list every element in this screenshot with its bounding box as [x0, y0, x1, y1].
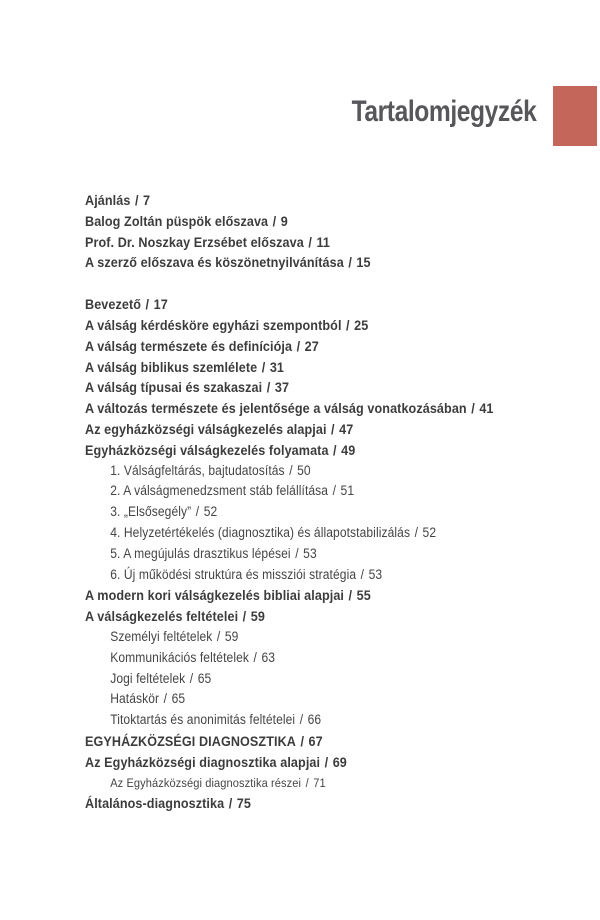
toc-entry-page: 53: [368, 566, 383, 582]
toc-entry-label: Személyi feltételek: [110, 628, 213, 644]
toc-entry-page: 50: [297, 462, 311, 478]
toc-separator: /: [216, 628, 221, 644]
toc-entry-label: Az Egyházközségi diagnosztika részei: [110, 775, 302, 790]
toc-separator: /: [305, 775, 309, 790]
toc-entry-page: 69: [332, 753, 347, 770]
toc-separator: /: [471, 400, 475, 417]
toc-entry-page: 75: [236, 795, 252, 812]
toc-separator: /: [308, 233, 312, 250]
toc-separator: /: [295, 545, 299, 561]
toc-entry-label: EGYHÁZKÖZSÉGI DIAGNOSZTIKA: [85, 732, 296, 749]
toc-entry-label: A válság természete és definíciója: [85, 337, 293, 354]
toc-entry: [85, 481, 494, 502]
toc-entry-label: A válság típusai és szakaszai: [85, 379, 263, 396]
toc-entry: [85, 419, 494, 440]
toc-separator: /: [296, 337, 301, 354]
toc-entry-page: 51: [340, 483, 355, 499]
toc-entry: [85, 606, 494, 627]
toc-separator: /: [266, 379, 271, 396]
toc-separator: /: [348, 254, 352, 271]
toc-entry: [85, 565, 494, 586]
toc-entry-label: 4. Helyzetértékelés (diagnosztika) és állapotstabilizálás: [110, 524, 411, 540]
toc-entry-page: 31: [269, 358, 285, 375]
toc-entry-page: 47: [339, 420, 354, 437]
toc-entry-page: 66: [307, 712, 322, 728]
toc-entry-page: 67: [308, 732, 323, 749]
toc-entry: [85, 523, 494, 544]
toc-entry-page: 63: [261, 649, 276, 665]
toc-entry: [85, 710, 494, 731]
toc-entry-page: 37: [274, 379, 290, 396]
toc-entry: [85, 377, 494, 398]
toc-entry-page: 49: [341, 441, 356, 458]
toc-separator: /: [228, 795, 233, 812]
toc-entry-label: 3. „Elsősegély”: [110, 504, 192, 520]
toc-separator: /: [348, 587, 353, 604]
toc-list: [85, 190, 494, 814]
toc-entry-page: 65: [197, 670, 212, 686]
toc-entry: [85, 294, 494, 315]
toc-entry-label: Egyházközségi válságkezelés folyamata: [85, 441, 329, 458]
toc-entry-label: Bevezető: [85, 296, 142, 313]
toc-separator: /: [163, 691, 168, 707]
toc-separator: /: [134, 192, 139, 208]
toc-entry: [85, 689, 494, 710]
toc-entry: [85, 731, 494, 752]
toc-entry-label: Titoktartás és anonimitás feltételei: [110, 712, 296, 728]
toc-entry-label: Prof. Dr. Noszkay Erzsébet előszava: [85, 233, 304, 250]
toc-separator: /: [189, 670, 194, 686]
toc-separator: /: [414, 524, 419, 540]
toc-entry-page: 17: [153, 296, 168, 313]
toc-entry-page: 25: [354, 316, 369, 333]
toc-separator: /: [299, 712, 304, 728]
toc-separator: /: [331, 420, 335, 437]
toc-entry: [85, 669, 494, 690]
toc-entry-page: 11: [316, 233, 330, 250]
toc-separator: /: [145, 296, 150, 313]
toc-entry: [85, 398, 494, 419]
toc-separator: /: [332, 483, 337, 499]
toc-entry-label: A szerző előszava és köszönetnyilvánítása: [85, 254, 344, 271]
toc-entry: [85, 793, 494, 814]
toc-entry-label: Általános-diagnosztika: [85, 795, 225, 812]
toc-entry: [85, 648, 494, 669]
toc-separator: /: [346, 316, 350, 333]
accent-block: [553, 86, 597, 146]
toc-separator: /: [333, 441, 337, 458]
toc-entry-page: 59: [250, 608, 265, 625]
toc-entry: [85, 585, 494, 606]
toc-entry: [85, 544, 494, 565]
toc-entry-label: Kommunikációs feltételek: [110, 649, 250, 665]
toc-entry-label: 5. A megújulás drasztikus lépései: [110, 545, 291, 561]
toc-entry-label: 6. Új működési struktúra és missziói stratégia: [110, 566, 357, 582]
toc-entry-label: 1. Válságfeltárás, bajtudatosítás: [110, 462, 285, 478]
toc-entry: [85, 232, 494, 253]
toc-entry-label: Ajánlás: [85, 192, 131, 208]
toc-entry-label: A válságkezelés feltételei: [85, 608, 239, 625]
toc-entry-label: Balog Zoltán püspök előszava: [85, 212, 269, 229]
toc-entry-label: A válság kérdésköre egyházi szempontból: [85, 316, 342, 333]
toc-entry-label: A modern kori válságkezelés bibliai alapjai: [85, 587, 345, 604]
toc-entry-page: 52: [422, 524, 437, 540]
toc-entry-label: Hatáskör: [110, 691, 160, 707]
toc-entry-page: 65: [171, 691, 186, 707]
toc-entry: [85, 315, 494, 336]
toc-entry: [85, 211, 494, 232]
toc-entry: [85, 752, 494, 773]
toc-entry-page: 15: [356, 254, 371, 271]
toc-entry: [85, 190, 494, 211]
toc-entry-label: 2. A válságmenedzsment stáb felállítása: [110, 483, 329, 499]
toc-entry-page: 53: [303, 545, 317, 561]
toc-entry-page: 41: [479, 400, 494, 417]
toc-entry-label: A változás természete és jelentősége a válság vonatkozásában: [85, 400, 467, 417]
toc-entry-page: 52: [203, 504, 218, 520]
toc-entry-label: A válság biblikus szemlélete: [85, 358, 258, 375]
toc-separator: /: [324, 753, 329, 770]
toc-separator: /: [300, 732, 305, 749]
toc-entry-label: Az egyházközségi válságkezelés alapjai: [85, 420, 327, 437]
toc-separator: /: [272, 212, 277, 229]
toc-entry-page: 7: [143, 192, 151, 208]
toc-entry-page: 71: [313, 775, 326, 790]
toc-entry: [85, 336, 494, 357]
toc-entry: [85, 773, 494, 794]
toc-entry-label: Az Egyházközségi diagnosztika alapjai: [85, 753, 321, 770]
toc-separator: /: [195, 504, 200, 520]
page-title: Tartalomjegyzék: [351, 95, 536, 128]
toc-entry-page: 27: [304, 337, 319, 354]
toc-entry-page: 59: [224, 628, 239, 644]
toc-separator: /: [242, 608, 247, 625]
toc-entry: [85, 357, 494, 378]
toc-entry: [85, 440, 494, 461]
toc-entry-page: 55: [356, 587, 371, 604]
toc-separator: /: [289, 462, 293, 478]
toc-entry: [85, 627, 494, 648]
toc-entry: [85, 502, 494, 523]
toc-entry-page: 9: [280, 212, 288, 229]
toc-entry: [85, 461, 494, 482]
toc-separator: /: [261, 358, 266, 375]
toc-separator: /: [253, 649, 257, 665]
toc-entry-label: Jogi feltételek: [110, 670, 186, 686]
toc-separator: /: [360, 566, 365, 582]
toc-entry: [85, 252, 494, 273]
